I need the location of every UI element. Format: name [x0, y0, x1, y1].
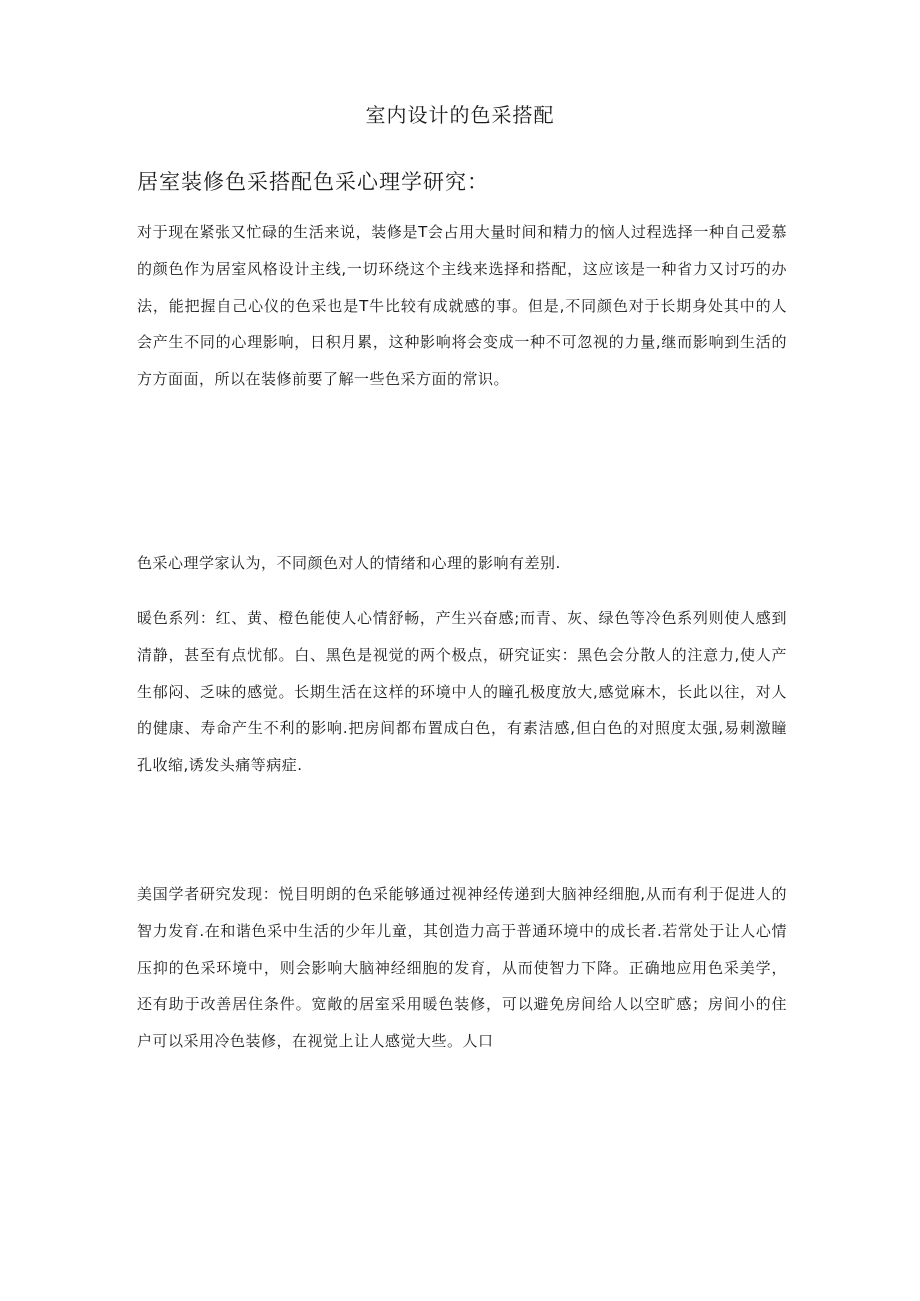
paragraph-warm-colors: 暖色系列：红、黄、橙色能使人心情舒畅，产生兴奋感;而青、灰、绿色等冷色系列则使人感到清静，甚至有点忧郁。白、黑色是视觉的两个极点，研究证实：黑色会分散人的注意力,使人产生郁闷、乏味的感觉。长期生活在这样的环境中人的瞳孔极度放大,感觉麻木，长此以往，对人的健康、寿命产生不利的影响.把房间都布置成白色，有素洁感,但白色的对照度太强,易刺激瞳孔收缩,诱发头痛等病症.: [137, 609, 787, 775]
paragraph-research: 美国学者研究发现：悦目明朗的色采能够通过视神经传递到大脑神经细胞,从而有利于促进人的智力发育.在和谐色采中生活的少年儿童，其创造力高于普通环境中的成长者.若常处于让人心情压抑的色采环境中，则会影响大脑神经细胞的发育，从而使智力下降。正确地应用色采美学，还有助于改善居住条件。宽敞的居室采用暖色装修，可以避免房间给人以空旷感；房间小的住户可以采用冷色装修，在视觉上让人感觉大些。人口: [137, 885, 787, 1051]
section-heading: 居室装修色采搭配色采心理学研究：: [137, 170, 489, 194]
document-title: 室内设计的色采搭配: [365, 103, 555, 127]
paragraph-psychology: 色采心理学家认为，不同颜色对人的情绪和心理的影响有差别.: [137, 554, 561, 572]
paragraph-intro: 对于现在紧张又忙碌的生活来说，装修是T会占用大量时间和精力的恼人过程选择一种自己爱慕的颜色作为居室风格设计主线,一切环绕这个主线来选择和搭配，这应该是一种省力又讨巧的办法，能把握自己心仪的色采也是T牛比较有成就感的事。但是,不同颜色对于长期身处其中的人会产生不同的心理影响，日积月累，这种影响将会变成一种不可忽视的力量,继而影响到生活的方方面面，所以在装修前要了解一些色采方面的常识。: [137, 223, 787, 389]
